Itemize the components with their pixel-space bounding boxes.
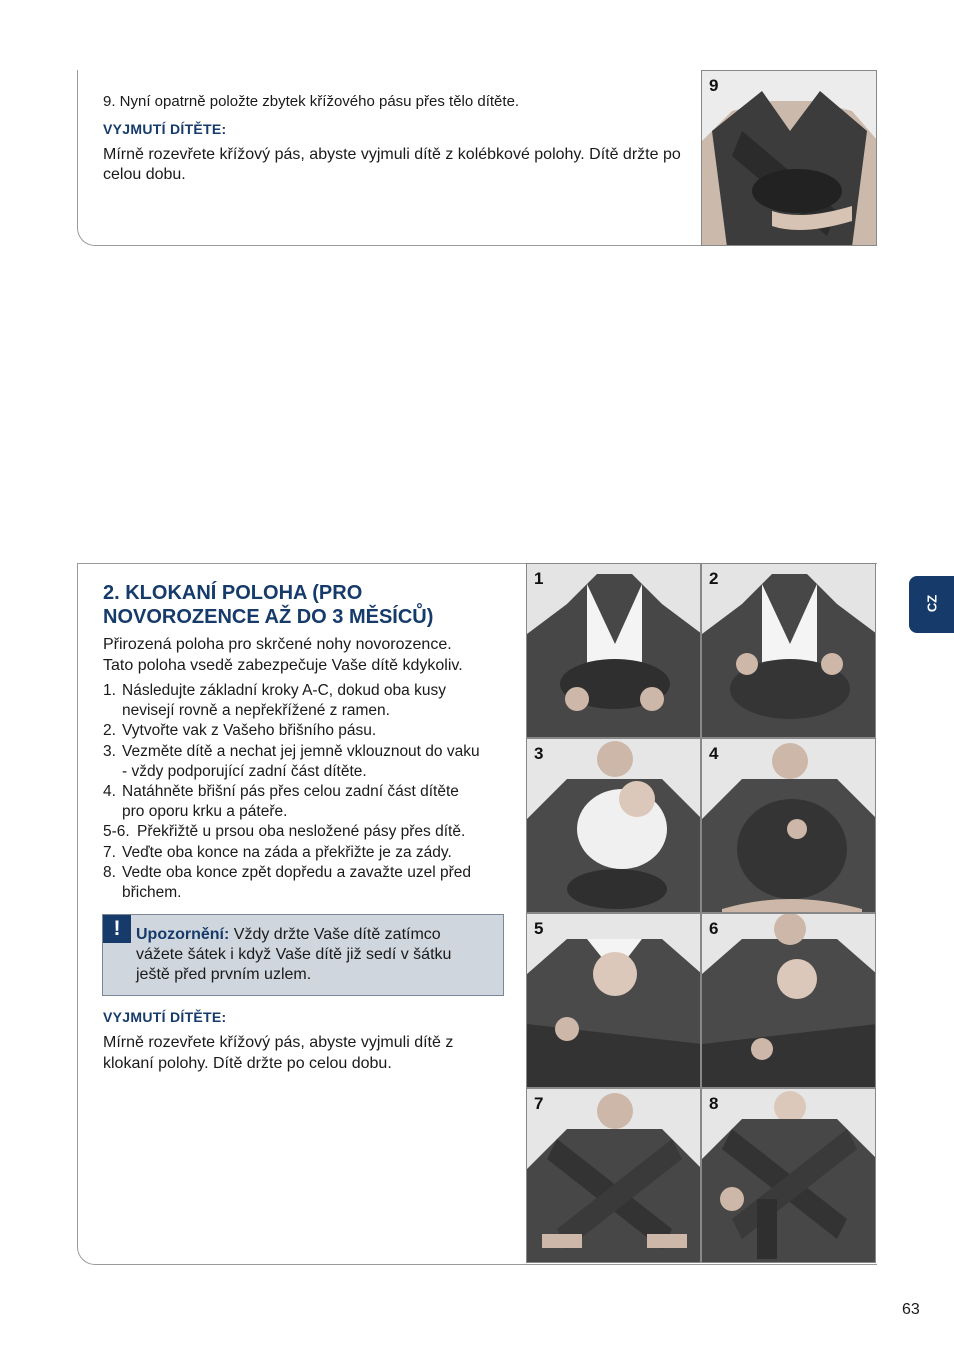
removal-line1: Mírně rozevřete křížový pás, abyste vyjmuli dítě z xyxy=(103,1034,454,1051)
warning-text: Upozornění: Vždy držte Vaše dítě zatímco vážete šátek i když Vaše dítě již sedí v šátku ještě před prvním uzlem. xyxy=(136,926,452,983)
step-item: 4. Natáhněte břišní pás přes celou zadní část dítěte pro oporu krku a páteře. xyxy=(103,783,459,821)
step-9-text: 9. Nyní opatrně položte zbytek křížového pásu přes tělo dítěte. xyxy=(103,93,520,110)
photo-step-4 xyxy=(701,738,876,913)
warning-label: Upozornění: xyxy=(136,926,230,943)
step-item: 3. Vezměte dítě a nechat jej jemně vklouznout do vaku - vždy podporující zadní část dítěte. xyxy=(103,742,480,780)
page-number: 63 xyxy=(902,1301,920,1318)
removal-line2: klokaní polohy. Dítě držte po celou dobu. xyxy=(103,1055,392,1072)
steps-list xyxy=(103,681,513,903)
photo-step-5 xyxy=(526,913,701,1088)
step-item: 1. Následujte základní kroky A-C, dokud oba kusy nevisejí rovně a nepřekřížené z ramen. xyxy=(103,682,446,720)
photo-label-5: 5 xyxy=(534,919,544,938)
intro-line2: Tato poloha vsedě zabezpečuje Vaše dítě kdykoliv. xyxy=(103,657,463,674)
photo-label-9: 9 xyxy=(709,76,719,95)
step-item: 2. Vytvořte vak z Vašeho břišního pásu. xyxy=(103,722,377,740)
warning-box xyxy=(102,914,504,996)
photo-step-3 xyxy=(526,738,701,913)
step-item: 8. Vedte oba konce zpět dopředu a zavažte uzel před břichem. xyxy=(103,863,471,902)
photo-label-4: 4 xyxy=(709,744,719,763)
removal-text-top: Mírně rozevřete křížový pás, abyste vyjmuli dítě z kolébkové polohy. Dítě držte po celou dobu. xyxy=(103,146,681,183)
photo-step-8 xyxy=(701,1088,876,1263)
language-tab-label: CZ xyxy=(924,594,940,613)
step-item: 7. Veďte oba konce na záda a překřižte je za zády. xyxy=(103,843,452,861)
photo-step-6 xyxy=(701,913,876,1088)
photo-label-7: 7 xyxy=(534,1094,544,1113)
photo-label-2: 2 xyxy=(709,569,719,588)
photo-label-8: 8 xyxy=(709,1094,719,1113)
photo-step-1 xyxy=(526,563,701,738)
intro-line1: Přirozená poloha pro skrčené nohy novorozence. xyxy=(103,636,452,653)
photo-step-7 xyxy=(526,1088,701,1263)
photo-step-2 xyxy=(701,563,876,738)
photo-label-6: 6 xyxy=(709,919,719,938)
warning-icon: ! xyxy=(103,915,131,943)
photo-label-3: 3 xyxy=(534,744,544,763)
section-title-line1: 2. KLOKANÍ POLOHA (PRO xyxy=(103,582,363,604)
photo-step-9 xyxy=(701,70,877,246)
language-tab xyxy=(909,576,954,633)
removal-heading-bottom: VYJMUTÍ DÍTĚTE: xyxy=(103,1009,227,1025)
removal-heading-top: VYJMUTÍ DÍTĚTE: xyxy=(103,121,227,137)
photo-label-1: 1 xyxy=(534,569,544,588)
section-title-line2: NOVOROZENCE AŽ DO 3 MĚSÍCŮ) xyxy=(103,606,434,628)
step-item: 5-6. Překřižtě u prsou oba nesložené pásy přes dítě. xyxy=(103,823,466,841)
